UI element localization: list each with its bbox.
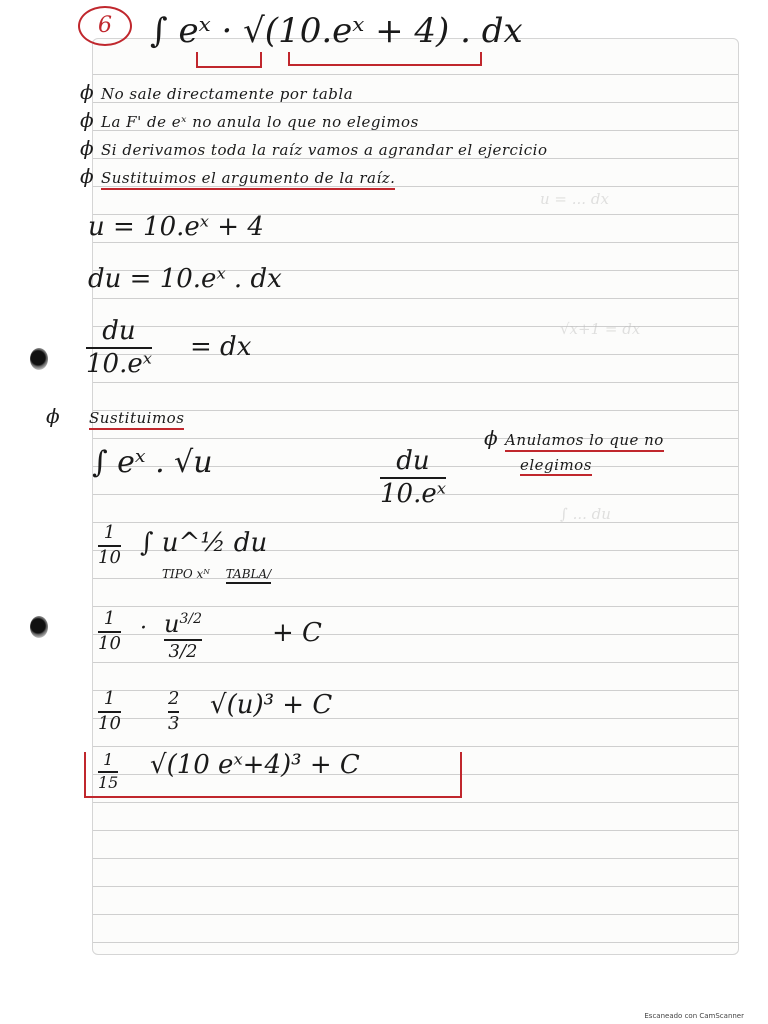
phi-bullet: ϕ <box>80 136 101 160</box>
fraction-numerator: 1 <box>103 522 116 543</box>
step2-dot: · <box>140 616 147 641</box>
result-box <box>84 752 462 798</box>
red-bracket-ex <box>196 52 262 68</box>
phi-bullet: ϕ <box>80 80 101 104</box>
fraction-denominator: 10.eˣ <box>86 349 152 380</box>
step3-fraction <box>98 690 121 734</box>
fraction-denominator: 3/2 <box>168 641 198 663</box>
note-text: No sale directamente por tabla <box>101 85 354 103</box>
phi-bullet: ϕ <box>484 426 505 450</box>
step2-constant: + C <box>272 618 322 648</box>
scanner-footer: Escaneado con CamScanner <box>644 1012 744 1020</box>
fraction-denominator: 15 <box>98 772 119 792</box>
show-through-text: u = ... dx <box>540 190 609 208</box>
fraction-denominator: 10 <box>98 632 121 654</box>
fraction-numerator: 1 <box>103 688 116 709</box>
dx-rhs: = dx <box>190 332 252 362</box>
tipo-note: TIPO xᴺ <box>162 567 210 581</box>
step3-body: √(u)³ + C <box>210 690 333 720</box>
note-row <box>80 166 395 186</box>
step1-integral: ∫ u^½ du <box>140 528 268 558</box>
step2-power-fraction <box>164 612 202 662</box>
u-variable: u <box>164 610 180 638</box>
problem-number: 6 <box>98 13 112 38</box>
fraction-numerator <box>164 612 202 637</box>
fraction-denominator: 10.eˣ <box>380 479 446 510</box>
note-row <box>80 110 419 130</box>
fraction-denominator: 3 <box>168 712 180 734</box>
show-through-text: ∫ ... du <box>560 505 611 523</box>
step-label-row <box>46 406 184 426</box>
cancel-note <box>484 428 664 448</box>
problem-integral: ∫ eˣ · √(10.eˣ + 4) . dx <box>150 11 523 51</box>
note-row <box>80 138 547 158</box>
step2-fraction <box>98 610 121 654</box>
fraction-denominator: 10 <box>98 546 121 568</box>
cancel-note-line-2: elegimos <box>520 456 592 474</box>
fraction-numerator: du <box>102 316 136 346</box>
punch-hole-bottom <box>30 616 48 638</box>
step1-fraction <box>98 524 121 568</box>
step3-coefficient <box>168 690 179 734</box>
note-text: Sustituimos el argumento de la raíz. <box>101 169 395 190</box>
red-bracket-root <box>288 52 482 66</box>
fraction-numerator: 1 <box>103 608 116 629</box>
phi-bullet: ϕ <box>80 164 101 188</box>
note-text: La F' de eˣ no anula lo que no elegimos <box>101 113 419 131</box>
substituted-integral: ∫ eˣ . √u <box>92 445 213 480</box>
note-text: Si derivamos toda la raíz vamos a agrandar el ejercicio <box>101 141 548 159</box>
result-body: √(10 eˣ+4)³ + C <box>150 750 360 780</box>
show-through-text: √x+1 = dx <box>560 320 641 338</box>
punch-hole-top <box>30 348 48 370</box>
exponent: 3/2 <box>179 611 202 627</box>
dx-fraction <box>86 318 152 379</box>
cancel-note-line-1: Anulamos lo que no <box>505 431 664 452</box>
phi-bullet: ϕ <box>46 404 67 428</box>
step-label: Sustituimos <box>89 409 184 430</box>
note-row <box>80 82 353 102</box>
problem-number-circle <box>78 6 132 46</box>
fraction-numerator: 2 <box>168 688 180 709</box>
fraction-numerator: 1 <box>103 750 114 769</box>
substituted-fraction <box>380 448 446 509</box>
du-definition: du = 10.eˣ . dx <box>88 264 282 294</box>
fraction-denominator: 10 <box>98 712 121 734</box>
fraction-numerator: du <box>396 446 430 476</box>
phi-bullet: ϕ <box>80 108 101 132</box>
step1-note <box>162 568 271 580</box>
u-definition: u = 10.eˣ + 4 <box>88 212 264 242</box>
tabla-note: TABLA/ <box>226 567 272 584</box>
